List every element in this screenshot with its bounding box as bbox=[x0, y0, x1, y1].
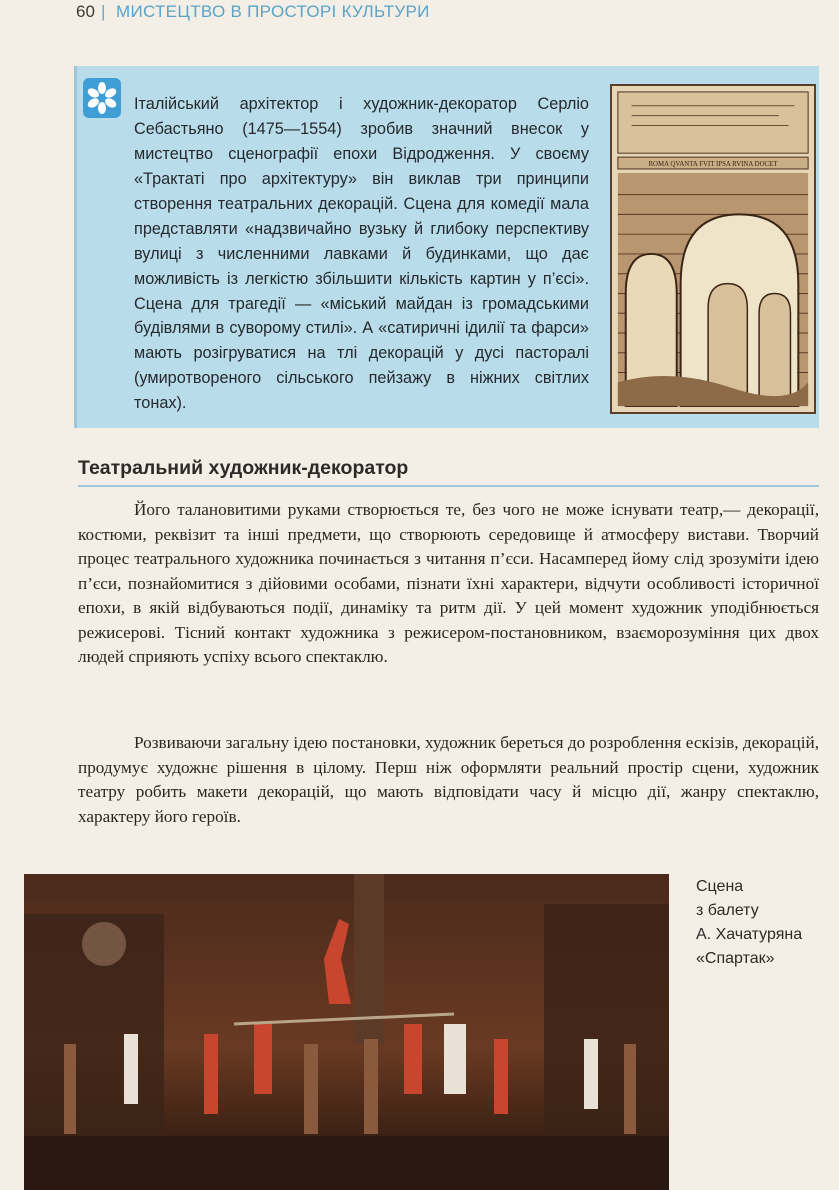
running-title: МИСТЕЦТВО В ПРОСТОРІ КУЛЬТУРИ bbox=[116, 2, 430, 21]
caption-line: «Спартак» bbox=[696, 950, 775, 967]
body-paragraph-1: Його талановитими руками створюється те, без чого не може існувати театр,— декорації, костюми, реквізит та інші предмети, що створюють середовище й атмосферу вистави. Творчий процес театрального художника починається з читання п’єси. Насамперед йому слід зрозуміти ідею п’єси, познайомитися з дійовими особами, пізнати їхні характери, відчути особливості історичної епохи, в якій відбуваються події, динаміку та ритм дії. У цей момент художник уподібнюється режисерові. Тісний контакт художника з режисером-постановником, взаєморозуміння цих двох людей сприяють успіху всього спектаклю. bbox=[78, 500, 819, 666]
engraving-inscription: ROMA QVANTA FVIT IPSA RVINA DOCET bbox=[648, 160, 778, 169]
page-header bbox=[0, 0, 839, 28]
section-divider bbox=[78, 485, 819, 487]
photo-caption bbox=[696, 875, 826, 971]
caption-line: Сцена bbox=[696, 878, 744, 895]
page-number: 60 bbox=[76, 2, 95, 21]
ballet-photo bbox=[24, 874, 669, 1190]
section-title: Театральний художник-декоратор bbox=[78, 457, 409, 479]
caption-line: А. Хачатуряна bbox=[696, 926, 803, 943]
callout-text: Італійський архітектор і художник-декоратор Серліо Себастьяно (1475—1554) зробив значний внесок у мистецтво сценографії епохи Відродження. У своєму «Трактаті про архітектуру» він виклав три принципи створення театральних декорацій. Сцена для комедії мала представляти «надзвичайно вузьку й глибоку перспективу вулиці з численними лавками й будинками, що дає можливість із легкістю збільшити кількість картин у п’єсі». Сцена для трагедії — «міський майдан із громадськими будівлями в суворому стилі». А «сатиричні ідилії та фарси» мають розігруватися на тлі декорацій у дусі пасторалі (умиротвореного сільського пейзажу в ніжних світлих тонах). bbox=[134, 95, 589, 413]
serlio-engraving bbox=[610, 84, 816, 414]
flower-icon bbox=[83, 78, 121, 118]
body-paragraph-2: Розвиваючи загальну ідею постановки, художник береться до розроблення ескізів, декорацій, продумує художнє рішення в цілому. Перш ніж оформляти реальний простір сцени, художник театру робить макети декорацій, що мають відповідати часу й місцю дії, жанру спектаклю, характеру його героїв. bbox=[78, 733, 819, 826]
caption-line: з балету bbox=[696, 902, 759, 919]
info-callout bbox=[74, 66, 819, 428]
header-separator: | bbox=[101, 2, 106, 21]
